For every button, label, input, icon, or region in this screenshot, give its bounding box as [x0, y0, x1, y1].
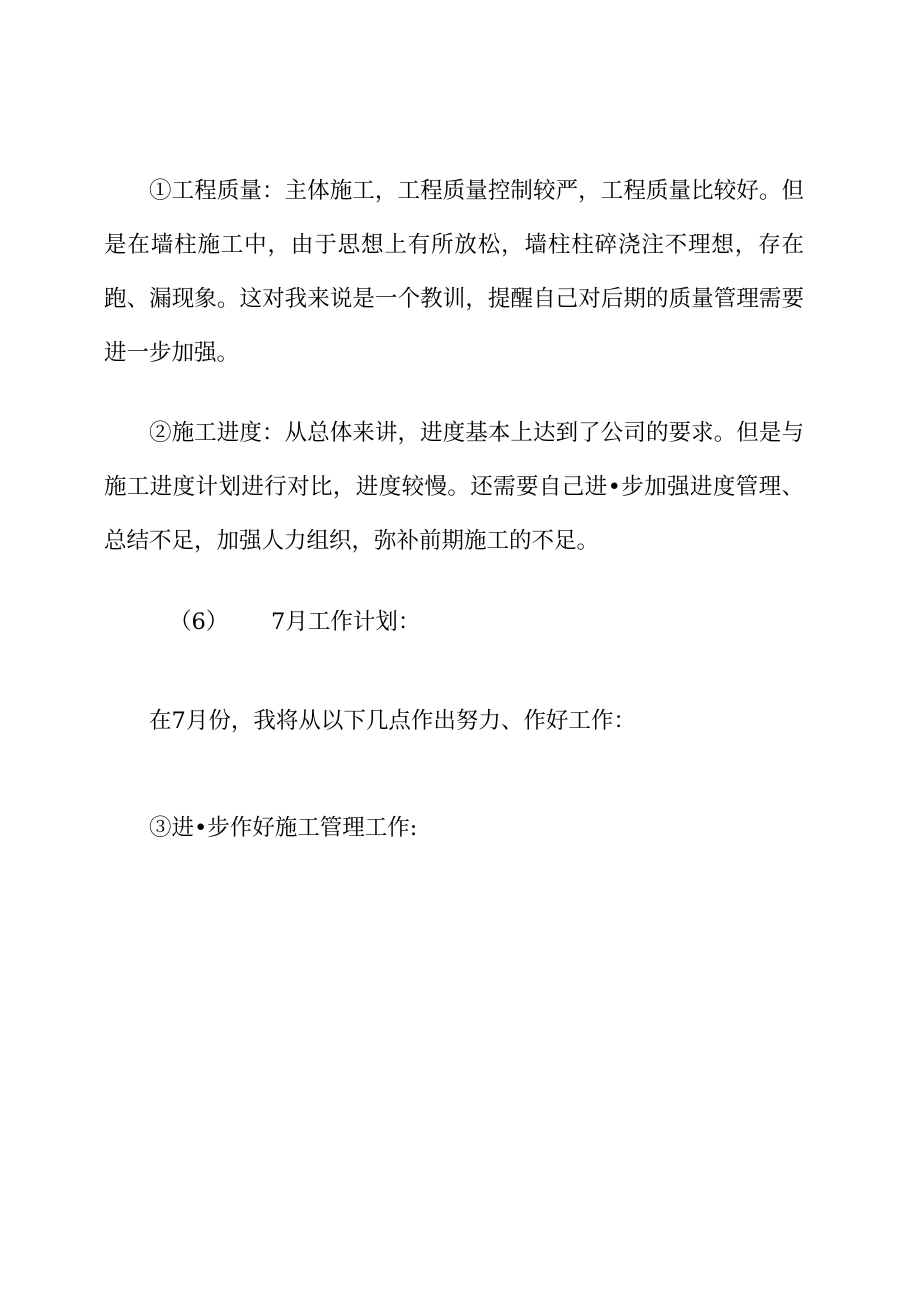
paragraph-engineering-quality: ①工程质量：主体施工，工程质量控制较严，工程质量比较好。但是在墙柱施工中，由于思想上有所放松，墙柱柱碎浇注不理想，存在跑、漏现象。这对我来说是一个教训，提醒自己对后期的质量管理需要进一步加强。: [104, 178, 804, 366]
section-title: 7月工作计划：: [271, 609, 421, 635]
list-item-construction-management: ③进•步作好施工管理工作:: [149, 815, 418, 841]
section-number: （6）: [169, 609, 229, 635]
paragraph-construction-progress: ②施工进度：从总体来讲，进度基本上达到了公司的要求。但是与施工进度计划进行对比，进度较慢。还需要自己进•步加强进度管理、总结不足，加强人力组织，弥补前期施工的不足。: [104, 420, 804, 554]
section-heading: [104, 607, 804, 637]
intro-line: 在7月份，我将从以下几点作出努力、作好工作：: [149, 708, 636, 734]
